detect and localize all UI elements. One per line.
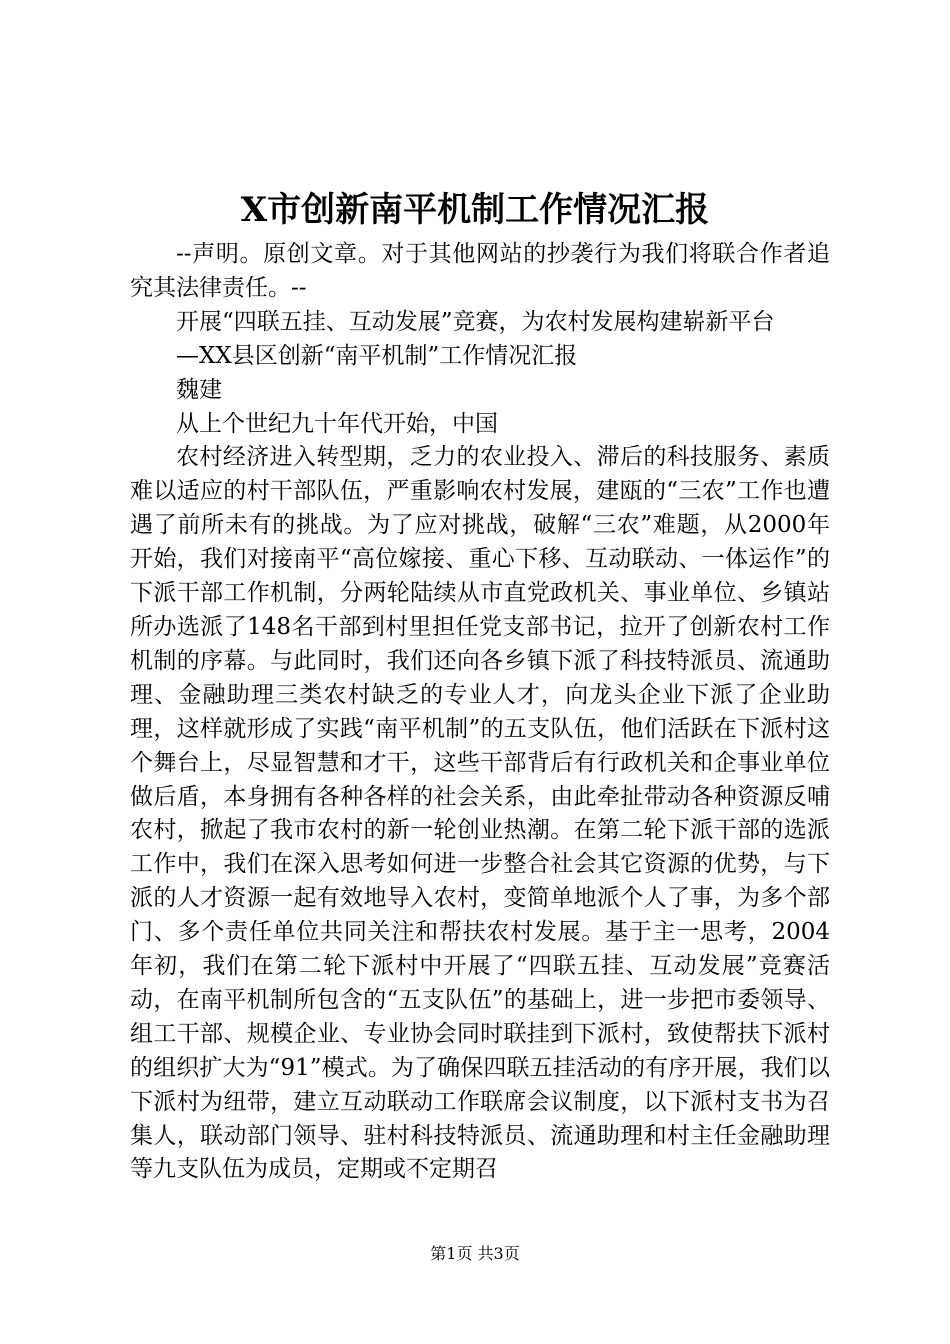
paragraph-intro: 从上个世纪九十年代开始，中国 <box>176 410 498 437</box>
page-number: 第1页 共3页 <box>430 1244 520 1263</box>
paragraph-disclaimer: --声明。原创文章。对于其他网站的抄袭行为我们将联合作者追究其法律责任。-- <box>130 241 830 301</box>
document-body <box>130 238 830 1187</box>
paragraph-author: 魏建 <box>176 376 222 403</box>
paragraph-subtitle: —XX县区创新“南平机制”工作情况汇报 <box>176 342 578 369</box>
paragraph-headline: 开展“四联五挂、互动发展”竞赛，为农村发展构建崭新平台 <box>176 308 775 335</box>
paragraph-main: 农村经济进入转型期，乏力的农业投入、滞后的科技服务、素质难以适应的村干部队伍，严重影响农村发展，建瓯的“三农”工作也遭遇了前所未有的挑战。为了应对挑战，破解“三农”难题，从2000年开始，我们对接南平“高位嫁接、重心下移、互动联动、一体运作”的下派干部工作机制，分两轮陆续从市直党政机关、事业单位、乡镇站所办选派了148名干部到村里担任党支部书记，拉开了创新农村工作机制的序幕。与此同时，我们还向各乡镇下派了科技特派员、流通助理、金融助理三类农村缺乏的专业人才，向龙头企业下派了企业助理，这样就形成了实践“南平机制”的五支队伍，他们活跃在下派村这个舞台上，尽显智慧和才干，这些干部背后有行政机关和企事业单位做后盾，本身拥有各种各样的社会关系，由此牵扯带动各种资源反哺农村，掀起了我市农村的新一轮创业热潮。在第二轮下派干部的选派工作中，我们在深入思考如何进一步整合社会其它资源的优势，与下派的人才资源一起有效地导入农村，变简单地派个人了事，为多个部门、多个责任单位共同关注和帮扶农村发展。基于主一思考，2004年初，我们在第二轮下派村中开展了“四联五挂、互动发展”竞赛活动，在南平机制所包含的“五支队伍”的基础上，进一步把市委领导、组工干部、规模企业、专业协会同时联挂到下派村，致使帮扶下派村的组织扩大为“91”模式。为了确保四联五挂活动的有序开展，我们以下派村为纽带，建立互动联动工作联席会议制度，以下派村支书为召集人，联动部门领导、驻村科技特派员、流通助理和村主任金融助理等九支队伍为成员，定期或不定期召 <box>130 444 830 1183</box>
document-title: X市创新南平机制工作情况汇报 <box>240 190 710 230</box>
